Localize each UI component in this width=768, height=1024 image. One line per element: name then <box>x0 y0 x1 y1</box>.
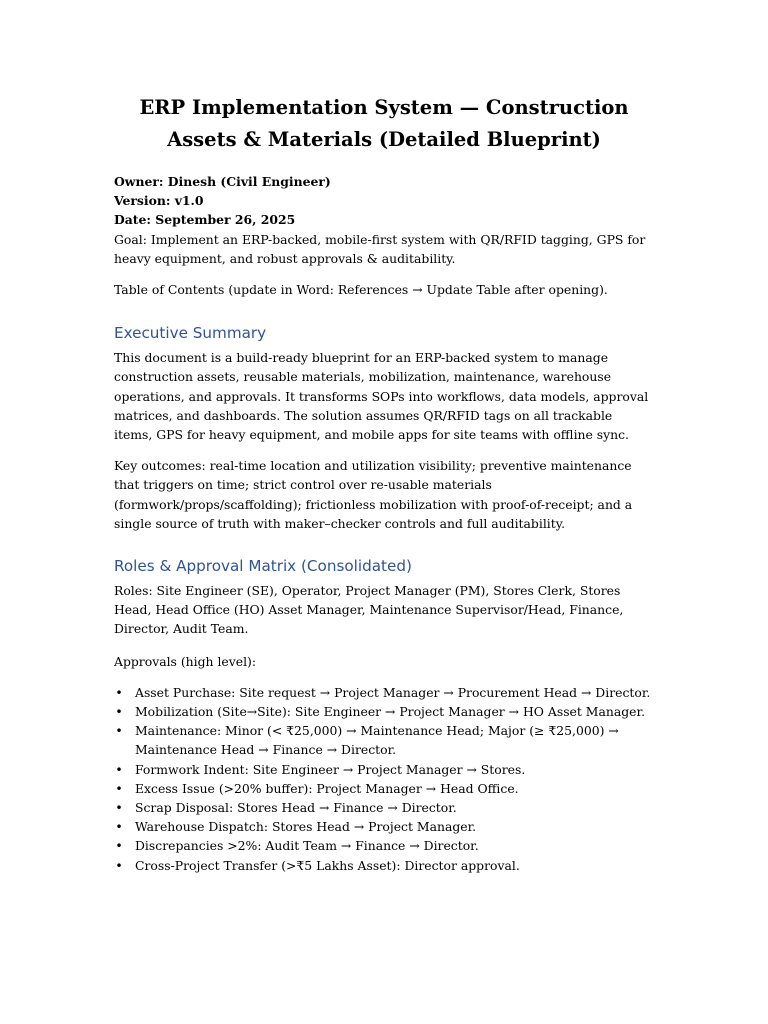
list-item <box>114 721 654 759</box>
goal-line: Goal: Implement an ERP-backed, mobile-first system with QR/RFID tagging, GPS for heavy equipment, and robust approvals & auditability. <box>114 231 646 266</box>
list-item <box>114 836 654 855</box>
document-title: ERP Implementation System — Construction Assets & Materials (Detailed Blueprint) <box>139 96 629 151</box>
list-item <box>114 683 654 702</box>
document-meta <box>114 172 654 268</box>
list-item <box>114 817 654 836</box>
list-item <box>114 760 654 779</box>
list-item <box>114 779 654 798</box>
list-item-text: Warehouse Dispatch: Stores Head → Project Manager. <box>135 819 477 835</box>
bullet-icon: • <box>115 819 123 835</box>
list-item-text: Discrepancies >2%: Audit Team → Finance → Director. <box>135 838 479 854</box>
bullet-icon: • <box>115 761 123 777</box>
bullet-icon: • <box>115 704 123 720</box>
date-line: Date: September 26, 2025 <box>114 212 296 228</box>
version-line: Version: v1.0 <box>114 193 204 209</box>
bullet-icon: • <box>115 838 123 854</box>
list-item <box>114 702 654 721</box>
list-item-text: Excess Issue (>20% buffer): Project Manager → Head Office. <box>135 780 519 796</box>
bullet-icon: • <box>115 857 123 873</box>
bullet-icon: • <box>115 684 123 700</box>
key-outcomes-paragraph: Key outcomes: real-time location and utilization visibility; preventive maintenance that triggers on time; strict control over re-usable materials (formwork/props/scaffolding); frictionless mobilization with proof-of-receipt; and a single source of truth with maker–checker controls and full auditability. <box>114 458 633 531</box>
list-item-text: Mobilization (Site→Site): Site Engineer → Project Manager → HO Asset Manager. <box>135 704 646 720</box>
bullet-icon: • <box>115 800 123 816</box>
list-item-text: Asset Purchase: Site request → Project Manager → Procurement Head → Director. <box>135 684 651 700</box>
approvals-heading: Approvals (high level): <box>114 653 257 669</box>
approvals-list <box>114 683 654 875</box>
list-item <box>114 856 654 875</box>
roles-heading: Roles & Approval Matrix (Consolidated) <box>114 557 412 576</box>
list-item-text: Maintenance: Minor (< ₹25,000) → Maintenance Head; Major (≥ ₹25,000) → Maintenance Head → Finance → Director. <box>135 723 619 758</box>
owner-line: Owner: Dinesh (Civil Engineer) <box>114 174 331 189</box>
toc-note: Table of Contents (update in Word: References → Update Table after opening). <box>114 282 608 298</box>
list-item <box>114 798 654 817</box>
document-body <box>114 92 654 875</box>
list-item-text: Scrap Disposal: Stores Head → Finance → Director. <box>135 800 457 816</box>
executive-summary-paragraph: This document is a build-ready blueprint for an ERP-backed system to manage construction assets, reusable materials, mobilization, maintenance, warehouse operations, and approvals. It transforms SOPs into workflows, data models, approval matrices, and dashboards. The solution assumes QR/RFID tags on all trackable items, GPS for heavy equipment, and mobile apps for site teams with offline sync. <box>114 350 649 443</box>
list-item-text: Formwork Indent: Site Engineer → Project Manager → Stores. <box>135 761 526 777</box>
roles-paragraph: Roles: Site Engineer (SE), Operator, Project Manager (PM), Stores Clerk, Stores Head, Head Office (HO) Asset Manager, Maintenance Supervisor/Head, Finance, Director, Audit Team. <box>114 583 624 637</box>
list-item-text: Cross-Project Transfer (>₹5 Lakhs Asset): Director approval. <box>135 857 520 873</box>
bullet-icon: • <box>115 723 123 739</box>
bullet-icon: • <box>115 780 123 796</box>
executive-summary-heading: Executive Summary <box>114 324 267 343</box>
